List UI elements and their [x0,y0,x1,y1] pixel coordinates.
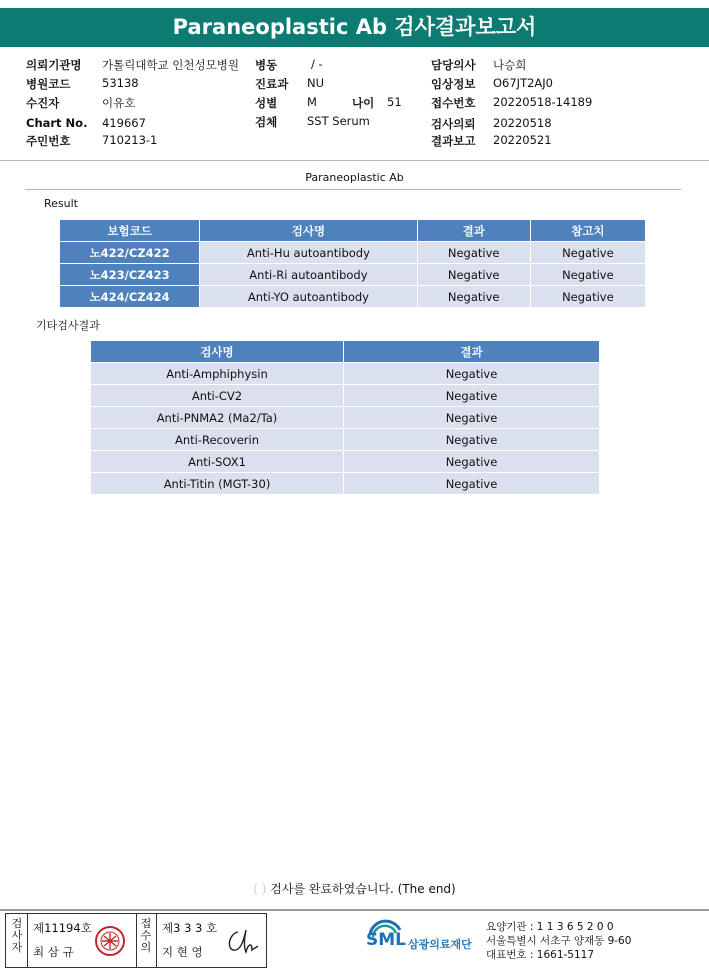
table-row [60,242,645,263]
col-reference: 참고치 [531,220,645,241]
report-date-value: 20220521 [493,133,552,147]
col-insurance-code: 보험코드 [60,220,199,241]
test-result: Negative [344,451,599,472]
test-result: Negative [418,264,530,285]
department-label: 진료과 [255,77,289,91]
col-result: 결과 [344,341,599,362]
signature-divider [156,914,157,967]
other-header-row [91,341,599,362]
receipt-value: 20220518-14189 [493,95,593,109]
test-result: Negative [418,286,530,307]
request-date-value: 20220518 [493,116,552,130]
test-result: Negative [344,385,599,406]
insurance-code: 노424/CZ424 [60,286,199,307]
table-row [60,264,645,285]
receipt-label: 접수번호 [431,96,476,110]
test-name: Anti-SOX1 [91,451,343,472]
header-divider [0,160,709,161]
test-name: Anti-Ri autoantibody [200,264,416,285]
ward-value: / - [311,57,323,71]
org-code: 요양기관 : 1 1 3 6 5 2 0 0 [486,921,614,933]
table-row [91,407,599,428]
age-value: 51 [387,95,402,109]
test-name: Anti-Hu autoantibody [200,242,416,263]
test-result: Negative [344,429,599,450]
test-name: Anti-PNMA2 (Ma2/Ta) [91,407,343,428]
other-table [90,340,600,495]
examiner-name: 최 삼 규 [33,945,74,959]
org-info [486,920,631,962]
hospital-code-label: 병원코드 [26,77,71,91]
resident-no-label: 주민번호 [26,134,71,148]
result-header-row [60,220,645,241]
doctor-label: 담당의사 [431,58,476,72]
reference-value: Negative [531,286,645,307]
test-result: Negative [418,242,530,263]
examiner-license: 제11194호 [33,921,92,935]
test-name: Anti-YO autoantibody [200,286,416,307]
seal-icon [94,924,126,958]
table-row [91,385,599,406]
checker-label: 접수의 [140,917,152,954]
end-message [0,880,709,897]
test-name: Anti-Recoverin [91,429,343,450]
sex-value: M [307,95,317,109]
col-result: 결과 [418,220,530,241]
table-row [91,473,599,494]
report-title: Paraneoplastic Ab 검사결과보고서 [0,8,709,47]
specimen-label: 검체 [255,115,278,129]
age-label: 나이 [352,96,375,110]
table-row [91,429,599,450]
reference-value: Negative [531,242,645,263]
patient-label: 수진자 [26,96,60,110]
test-result: Negative [344,473,599,494]
table-row [60,286,645,307]
section-divider [25,189,681,190]
result-heading: Result [44,197,78,210]
col-test-name: 검사명 [91,341,343,362]
clinical-label: 임상정보 [431,77,476,91]
patient-value: 이유호 [102,96,136,110]
doctor-value: 나승희 [493,58,527,72]
test-name: Anti-Titin (MGT-30) [91,473,343,494]
test-result: Negative [344,407,599,428]
resident-no-value: 710213-1 [102,133,158,147]
end-text: 검사를 완료하였습니다. (The end) [270,882,456,896]
table-row [91,363,599,384]
end-prefix: ( ) [253,882,267,896]
chart-no-value: 419667 [102,116,146,130]
examiner-label: 검사자 [11,917,23,954]
test-name: Anti-CV2 [91,385,343,406]
institution-label: 의뢰기관명 [26,58,82,72]
insurance-code: 노423/CZ423 [60,264,199,285]
section-title: Paraneoplastic Ab [305,171,404,184]
sml-logo-text: SML [366,930,406,950]
table-row [91,451,599,472]
chart-no-label: Chart No. [26,116,88,130]
footer-divider [0,909,709,911]
org-phone: 대표번호 : 1661-5117 [486,949,595,961]
checker-license: 제3 3 3 호 [162,921,218,935]
reference-value: Negative [531,264,645,285]
clinical-value: O67JT2AJ0 [493,76,553,90]
org-address: 서울특별시 서초구 양재동 9-60 [486,935,632,947]
test-result: Negative [344,363,599,384]
test-name: Anti-Amphiphysin [91,363,343,384]
org-name: 삼광의료재단 [408,938,472,951]
insurance-code: 노422/CZ422 [60,242,199,263]
ward-label: 병동 [255,58,278,72]
specimen-value: SST Serum [307,114,370,128]
other-heading: 기타검사결과 [36,319,100,332]
checker-name: 지 현 영 [162,945,203,959]
col-test-name: 검사명 [200,220,416,241]
signature-box [5,913,267,968]
signature-icon [224,926,262,958]
result-table [59,219,646,308]
report-date-label: 결과보고 [431,134,476,148]
department-value: NU [307,76,325,90]
institution-value: 가톨릭대학교 인천성모병원 [102,58,239,72]
hospital-code-value: 53138 [102,76,139,90]
signature-divider [27,914,28,967]
sex-label: 성별 [255,96,278,110]
request-date-label: 검사의뢰 [431,117,476,131]
